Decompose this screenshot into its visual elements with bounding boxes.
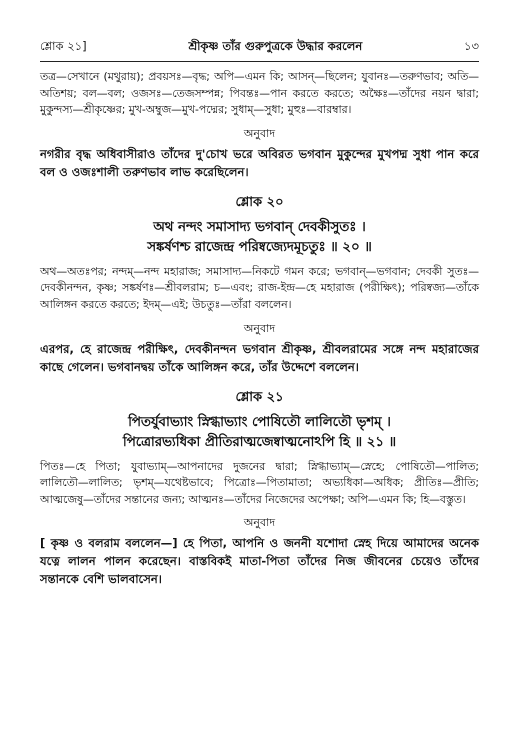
page-number: ১৩ [464,39,479,53]
verse-20 [40,218,479,258]
header-verse-ref: শ্লোক ২১] [40,39,87,53]
running-header [40,38,479,62]
synonyms-21: পিতঃ—হে পিতা; যুবাভ্যাম্—আপনাদের দুজনের দ্বারা; স্নিগ্ধাভ্যাম্—স্নেহে; পোষিতৌ—পালিত; লালিতৌ—লালিত; ভৃশম্—যথেষ্টভাবে; পিত্রোঃ—পিতামাতা; অভ্যধিকা—অধিক; প্রীতিঃ—প্রীতি; আত্মজেষু—তাঁদের সন্তানের জন্য; আত্মনঃ—তাঁদের নিজেদের অপেক্ষা; অপি—এমন কি; হি—বস্তুত। [40,459,479,506]
verse-heading-21: শ্লোক ২১ [235,389,284,405]
translation-label: অনুবাদ [243,516,276,530]
chapter-title: শ্রীকৃষ্ণ তাঁর গুরুপুত্রকে উদ্ধার করলেন [188,39,363,53]
translation-label: অনুবাদ [243,126,276,140]
verse-20-line-1: অথ নন্দং সমাসাদ্য ভগবান্ দেবকীসুতঃ । [153,219,366,235]
verse-20-line-2: সঙ্কর্ষণশ্চ রাজেন্দ্র পরিষ্বজ্যেদমূচতুঃ ॥ ২০ ॥ [147,239,372,255]
translation-19: নগরীর বৃদ্ধ অধিবাসীরাও তাঁদের দু'চোখ ভরে অবিরত ভগবান মুকুন্দের মুখপদ্ম সুধা পান করে বল ও ওজঃশালী তরুণভাব লাভ করেছিলেন। [40,146,479,179]
verse-21 [40,413,479,453]
synonyms-20: অথ—অতঃপর; নন্দম্—নন্দ মহারাজ; সমাসাদ্য—নিকটে গমন করে; ভগবান্—ভগবান; দেবকী সুতঃ—দেবকীনন্দন, কৃষ্ণ; সঙ্কর্ষণঃ—শ্রীবলরাম; চ—এবং; রাজ-ইন্দ্র—হে মহারাজ (পরীক্ষিৎ); পরিষ্বজ্য—তাঁকে আলিঙ্গন করতে করতে; ইদম্—এই; উচতুঃ—তাঁরা বললেন। [40,264,479,311]
translation-20: এরপর, হে রাজেন্দ্র পরীক্ষিৎ, দেবকীনন্দন ভগবান শ্রীকৃষ্ণ, শ্রীবলরামের সঙ্গে নন্দ মহারাজের কাছে গেলেন। ভগবানদ্বয় তাঁকে আলিঙ্গন করে, তাঁর উদ্দেশে বললেন। [40,341,479,374]
verse-heading-20: শ্লোক ২০ [235,194,284,210]
translation-label: অনুবাদ [243,321,276,335]
translation-21: [ কৃষ্ণ ও বলরাম বললেন—] হে পিতা, আপনি ও জননী যশোদা স্নেহ দিয়ে আমাদের অনেক যত্নে লালন পালন করেছেন। বাস্তবিকই মাতা-পিতা তাঁদের নিজ জীবনের চেয়েও তাঁদের সন্তানকে বেশি ভালবাসেন। [40,536,479,587]
synonyms-19: তত্র—সেখানে (মথুরায়); প্রবয়সঃ—বৃদ্ধ; অপি—এমন কি; আসন্—ছিলেন; যুবানঃ—তরুণভাব; অতি—অতিশয়; বল—বল; ওজসঃ—তেজসম্পন্ন; পিবন্তঃ—পান করতে করতে; অক্ষৈঃ—তাঁদের নয়ন দ্বারা; মুকুন্দস্য—শ্রীকৃষ্ণের; মুখ-অম্বুজ—মুখ-পদ্মের; সুধাম্—সুধা; মুহুঃ—বারম্বার। [40,70,479,117]
verse-21-line-2: পিত্রোরভ্যধিকা প্রীতিরাত্মজেষ্বাত্মনোঽপি হি ॥ ২১ ॥ [122,434,397,450]
verse-21-line-1: পিতর্যুবাভ্যাং স্নিগ্ধাভ্যাং পোষিতৌ লালিতৌ ভৃশম্ । [128,414,391,430]
